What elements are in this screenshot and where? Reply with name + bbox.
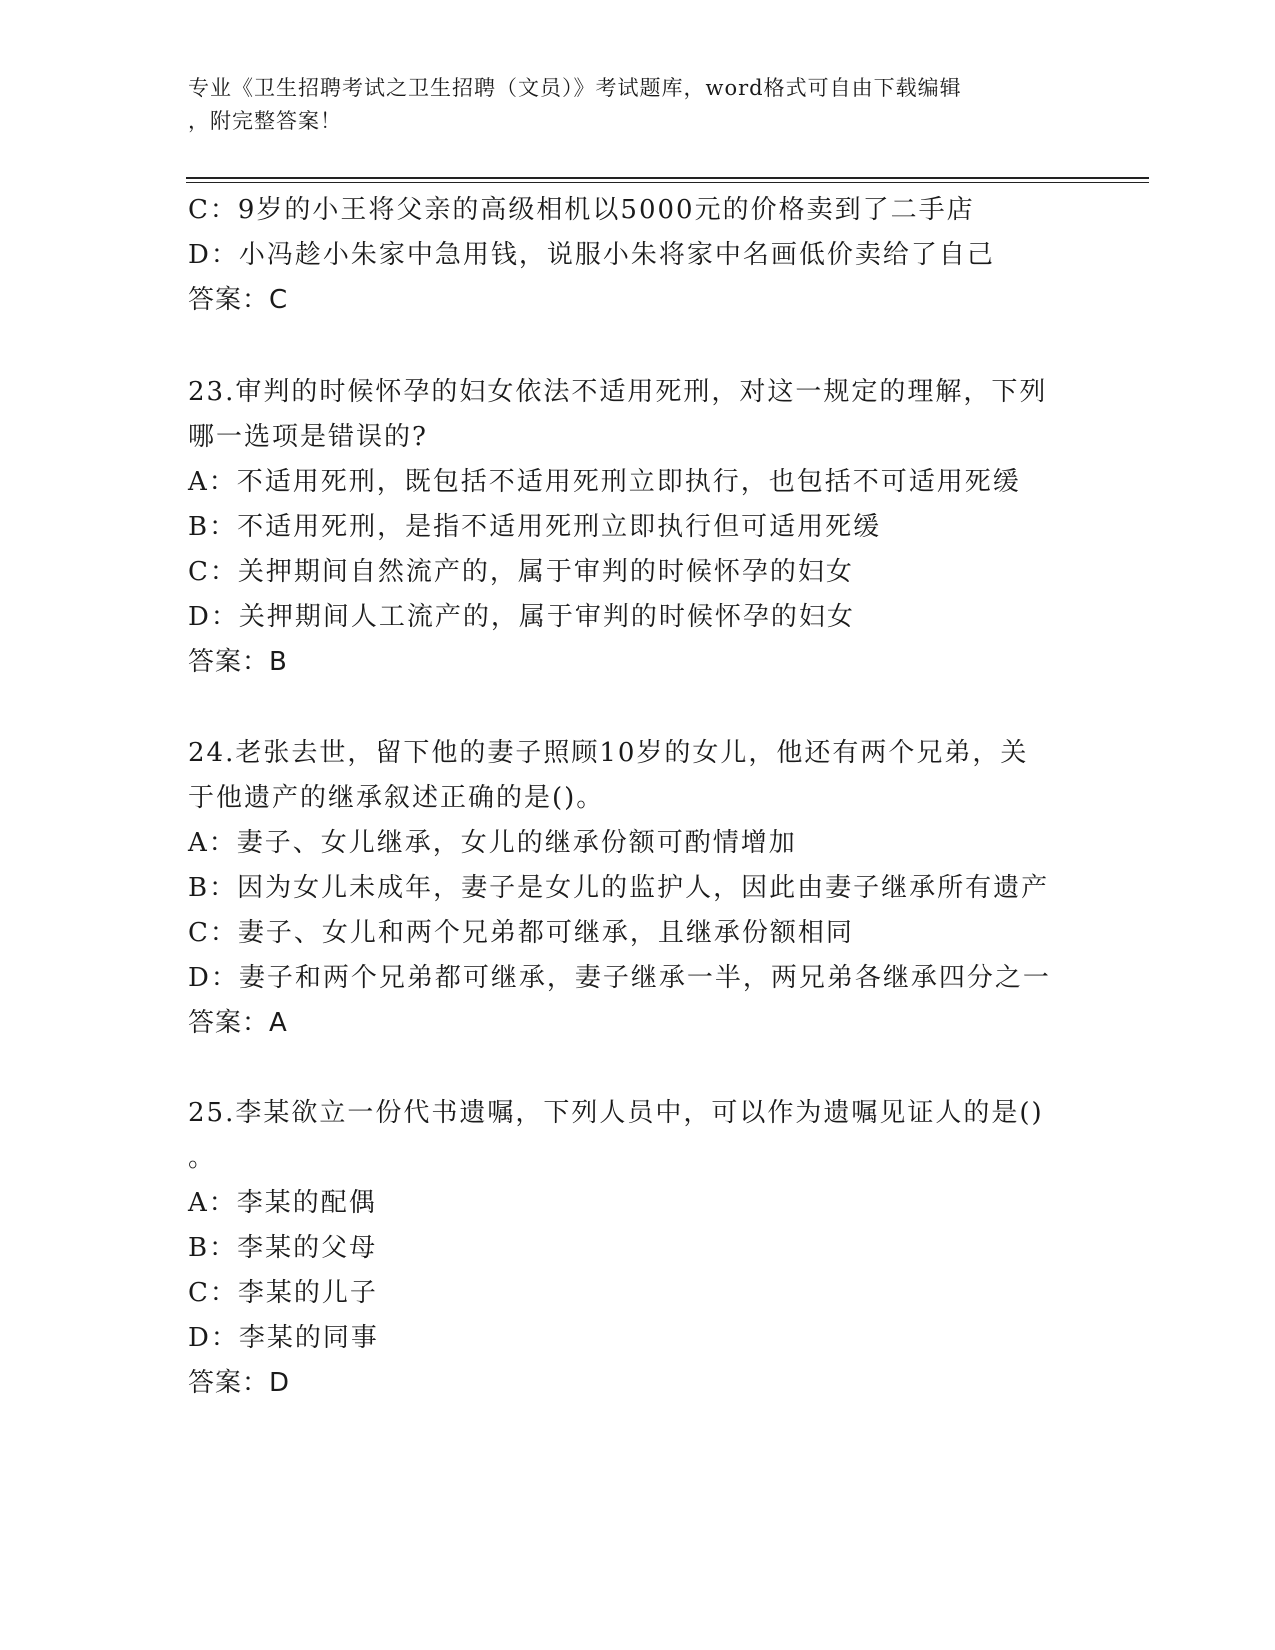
- q25-stem-line-2: 。: [188, 1143, 217, 1173]
- q23-stem-line-1: 23.审判的时候怀孕的妇女依法不适用死刑，对这一规定的理解，下列: [188, 377, 1048, 407]
- q25-option-d: D：李某的同事: [188, 1323, 379, 1353]
- q24-answer: 答案：A: [188, 1008, 288, 1038]
- document-header: [188, 72, 1068, 138]
- q24-option-c: C：妻子、女儿和两个兄弟都可继承，且继承份额相同: [188, 918, 854, 948]
- q24-option-a: A：妻子、女儿继承，女儿的继承份额可酌情增加: [188, 828, 797, 858]
- q22-option-d: D：小冯趁小朱家中急用钱，说服小朱将家中名画低价卖给了自己: [188, 240, 995, 270]
- q24-stem-line-1: 24.老张去世，留下他的妻子照顾10岁的女儿，他还有两个兄弟，关: [188, 738, 1029, 768]
- q23-option-d: D：关押期间人工流产的，属于审判的时候怀孕的妇女: [188, 602, 855, 632]
- header-divider-thin: [186, 182, 1149, 183]
- q22-answer: 答案：C: [188, 285, 289, 315]
- q22-option-c: C：9岁的小王将父亲的高级相机以5000元的价格卖到了二手店: [188, 195, 975, 225]
- q24-option-b: B：因为女儿未成年，妻子是女儿的监护人，因此由妻子继承所有遗产: [188, 873, 1050, 903]
- q23-option-c: C：关押期间自然流产的，属于审判的时候怀孕的妇女: [188, 557, 854, 587]
- q23-answer: 答案：B: [188, 647, 288, 677]
- q25-option-a: A：李某的配偶: [188, 1188, 377, 1218]
- q25-answer: 答案：D: [188, 1368, 291, 1398]
- header-line-2: ，附完整答案！: [188, 109, 342, 133]
- q23-stem-line-2: 哪一选项是错误的?: [188, 422, 428, 452]
- q24-stem-line-2: 于他遗产的继承叙述正确的是()。: [188, 783, 605, 813]
- q23-option-b: B：不适用死刑，是指不适用死刑立即执行但可适用死缓: [188, 512, 882, 542]
- q25-option-c: C：李某的儿子: [188, 1278, 378, 1308]
- q25-stem-line-1: 25.李某欲立一份代书遗嘱，下列人员中，可以作为遗嘱见证人的是(): [188, 1098, 1044, 1128]
- header-divider-thick: [186, 177, 1149, 179]
- q25-option-b: B：李某的父母: [188, 1233, 378, 1263]
- q24-option-d: D：妻子和两个兄弟都可继承，妻子继承一半，两兄弟各继承四分之一: [188, 963, 1051, 993]
- header-line-1: 专业《卫生招聘考试之卫生招聘（文员）》考试题库，word格式可自由下载编辑: [188, 76, 962, 100]
- q23-option-a: A：不适用死刑，既包括不适用死刑立即执行，也包括不可适用死缓: [188, 467, 1021, 497]
